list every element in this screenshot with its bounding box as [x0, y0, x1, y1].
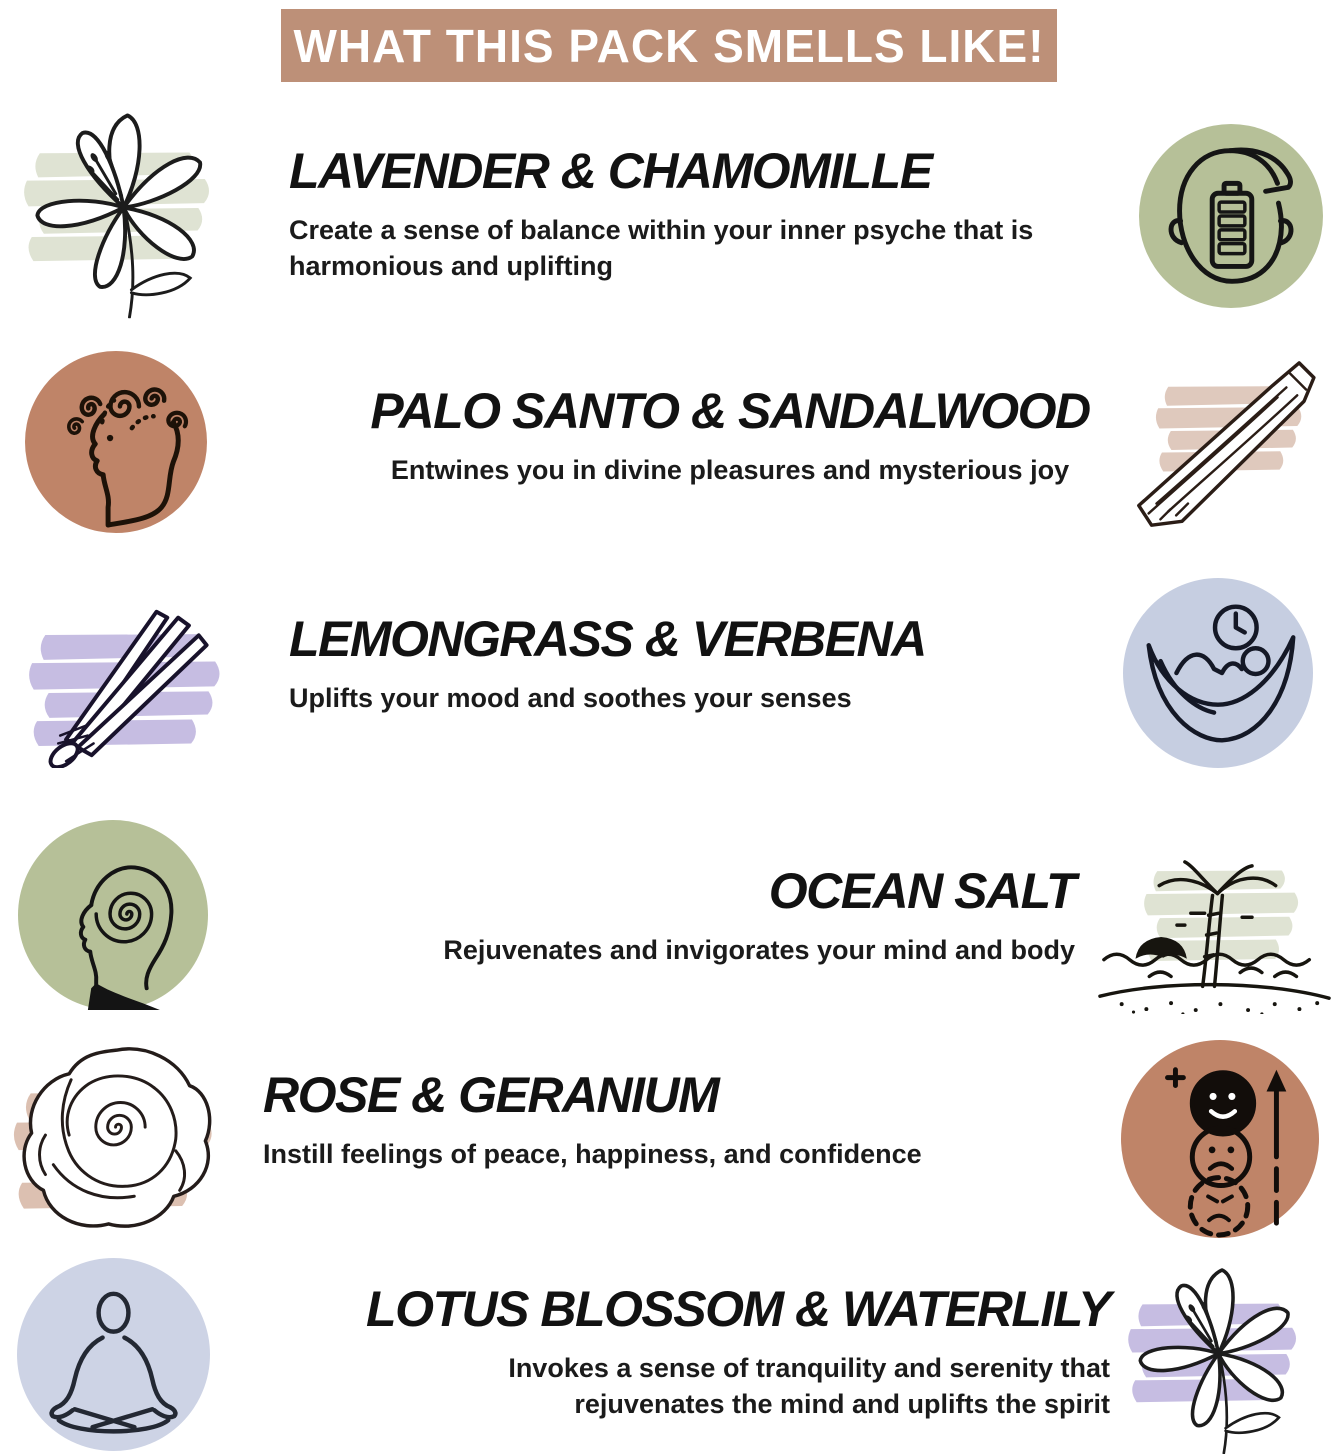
meditation-icon: [17, 1258, 210, 1451]
entry-description: Rejuvenates and invigorates your mind and body: [443, 935, 1075, 965]
entry-description: Instill feelings of peace, happiness, and confidence: [263, 1139, 922, 1169]
beach-palm-icon: [1091, 856, 1337, 1014]
scent-entry-palo-santo-sandalwood: [320, 383, 1140, 489]
entry-description: Invokes a sense of tranquility and serenity that rejuvenates the mind and uplifts the spirit: [508, 1353, 1110, 1419]
scent-entry-lotus-waterlily: [330, 1281, 1110, 1422]
rose-icon: [2, 1040, 234, 1238]
scent-entry-lavender-chamomille: [289, 143, 1089, 284]
entry-title: OCEAN SALT: [768, 863, 1075, 919]
waterlily-icon: [1108, 1254, 1337, 1454]
hammock-rest-icon: [1123, 578, 1313, 768]
entry-title: PALO SANTO & SANDALWOOD: [370, 383, 1090, 439]
lily-flower-icon: [8, 96, 248, 320]
page-title: WHAT THIS PACK SMELLS LIKE!: [293, 19, 1045, 72]
entry-title: LAVENDER & CHAMOMILLE: [289, 143, 932, 199]
lemongrass-icon: [8, 596, 246, 768]
entry-description: Create a sense of balance within your inner psyche that is harmonious and uplifting: [289, 215, 1034, 281]
entry-title: ROSE & GERANIUM: [263, 1067, 719, 1123]
entry-description: Entwines you in divine pleasures and mysterious joy: [390, 455, 1070, 485]
head-battery-icon: [1139, 124, 1323, 308]
scent-entry-ocean-salt: [330, 863, 1075, 969]
entry-title: LEMONGRASS & VERBENA: [289, 611, 926, 667]
spiral-mind-icon: [18, 820, 208, 1010]
mood-boost-icon: [1121, 1040, 1319, 1238]
palo-santo-sticks-icon: [1096, 356, 1337, 538]
curly-thoughts-head-icon: [25, 351, 207, 533]
entry-title: LOTUS BLOSSOM & WATERLILY: [366, 1281, 1110, 1337]
scent-entry-lemongrass-verbena: [289, 611, 1089, 717]
header-banner: [281, 9, 1057, 82]
entry-description: Uplifts your mood and soothes your senses: [289, 683, 852, 713]
scent-entry-rose-geranium: [263, 1067, 1063, 1173]
